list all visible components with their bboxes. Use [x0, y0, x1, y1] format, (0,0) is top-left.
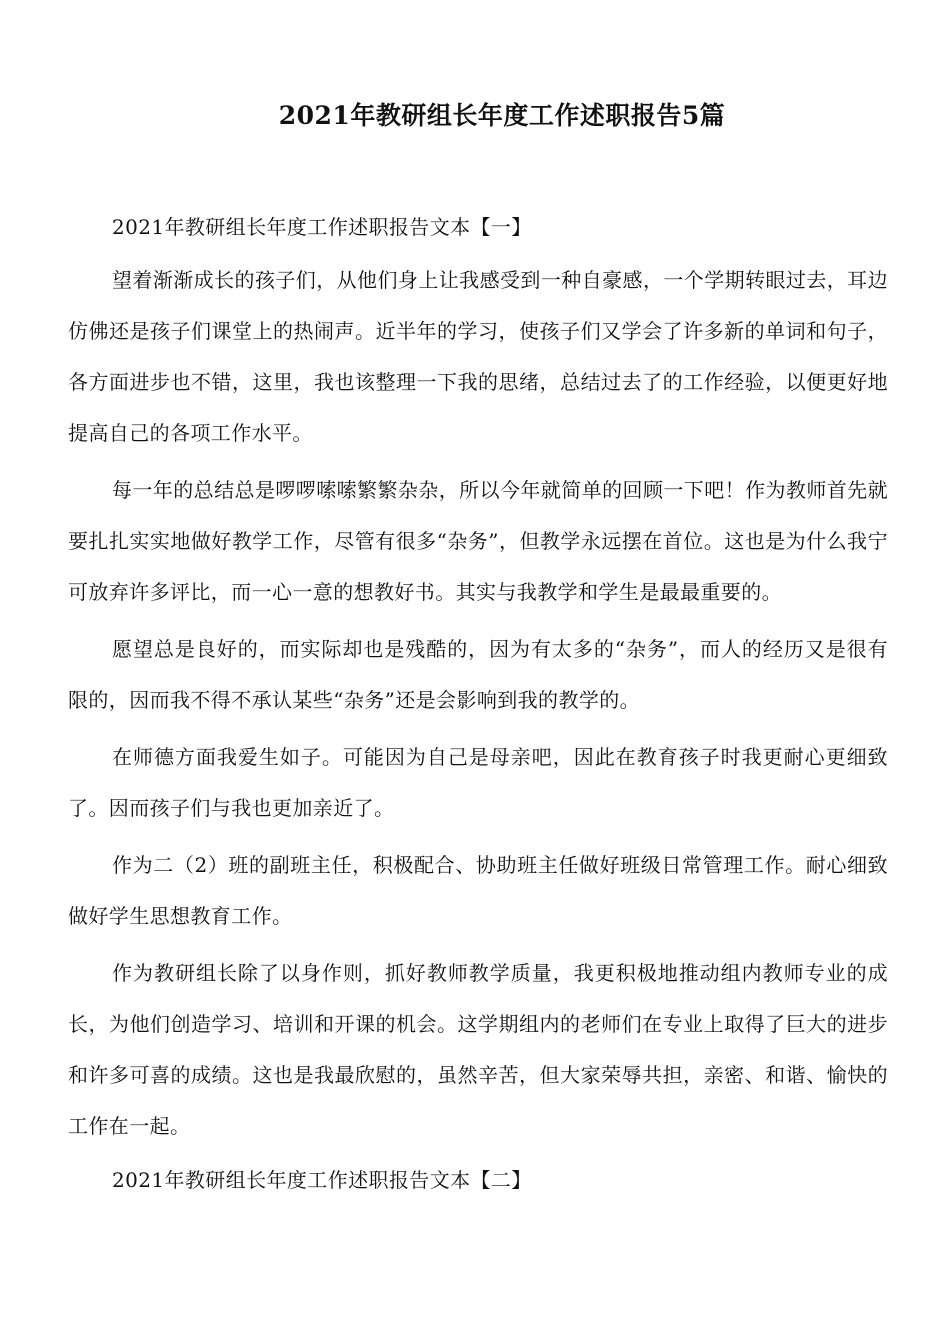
document-title: 2021年教研组长年度工作述职报告5篇 [278, 101, 726, 130]
paragraph-5: 作为二（2）班的副班主任，积极配合、协助班主任做好班级日常管理工作。耐心细致做好学生思想教育工作。 [68, 853, 888, 928]
paragraph-2: 每一年的总结总是啰啰嗦嗦繁繁杂杂，所以今年就简单的回顾一下吧！作为教师首先就要扎扎实实地做好教学工作，尽管有很多“杂务”，但教学永远摆在首位。这也是为什么我宁可放弃许多评比，而一心一意的想教好书。其实与我教学和学生是最最重要的。 [68, 478, 888, 604]
section-heading-1: 2021年教研组长年度工作述职报告文本【一】 [112, 215, 532, 239]
section-heading-2: 2021年教研组长年度工作述职报告文本【二】 [112, 1168, 532, 1192]
paragraph-1: 望着渐渐成长的孩子们，从他们身上让我感受到一种自豪感，一个学期转眼过去，耳边仿佛还是孩子们课堂上的热闹声。近半年的学习，使孩子们又学会了许多新的单词和句子，各方面进步也不错，这里，我也该整理一下我的思绪，总结过去了的工作经验，以便更好地提高自己的各项工作水平。 [68, 268, 888, 445]
paragraph-3: 愿望总是良好的，而实际却也是残酷的，因为有太多的“杂务”，而人的经历又是很有限的，因而我不得不承认某些“杂务”还是会影响到我的教学的。 [68, 637, 888, 712]
document-body [68, 205, 888, 1208]
paragraph-4: 在师德方面我爱生如子。可能因为自己是母亲吧，因此在教育孩子时我更耐心更细致了。因而孩子们与我也更加亲近了。 [68, 745, 888, 820]
paragraph-6: 作为教研组长除了以身作则，抓好教师教学质量，我更积极地推动组内教师专业的成长，为他们创造学习、培训和开课的机会。这学期组内的老师们在专业上取得了巨大的进步和许多可喜的成绩。这也是我最欣慰的，虽然辛苦，但大家荣辱共担，亲密、和谐、愉快的工作在一起。 [68, 961, 888, 1138]
